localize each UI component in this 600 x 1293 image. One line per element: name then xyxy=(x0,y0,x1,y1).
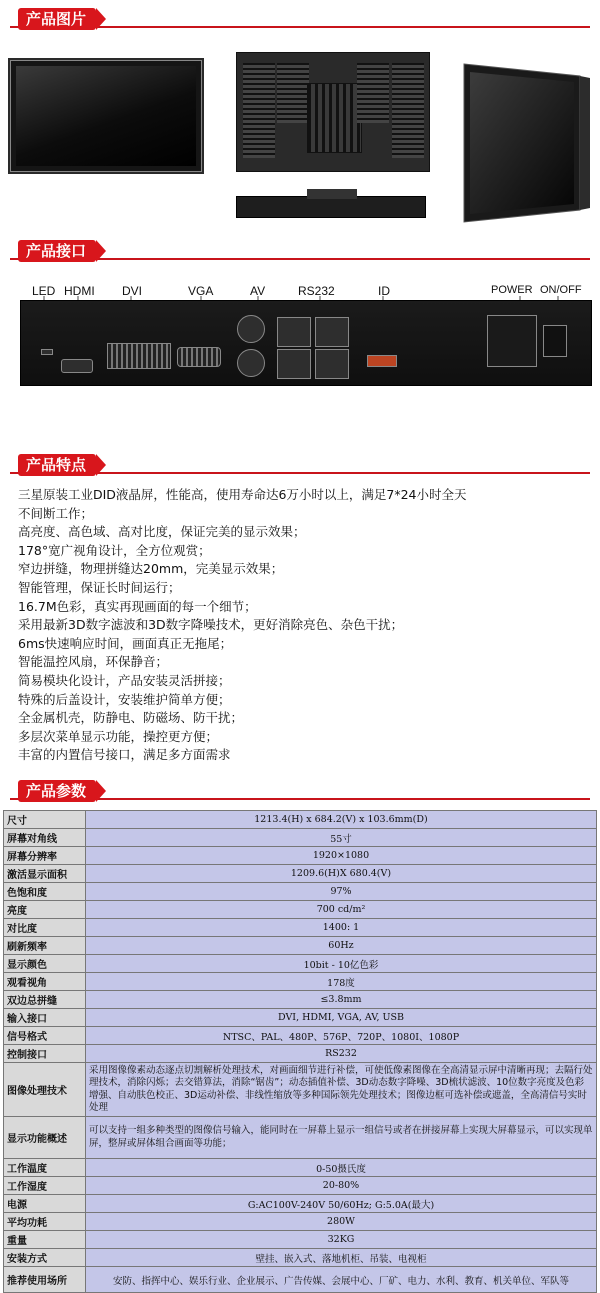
section-title: 产品参数 xyxy=(18,780,96,802)
spec-table xyxy=(3,810,597,1293)
spec-label: 尺寸 xyxy=(4,811,86,829)
feature-item: 特殊的后盖设计，安装维护简单方便； xyxy=(18,691,231,707)
product-front-image xyxy=(8,58,204,174)
spec-label: 色饱和度 xyxy=(4,883,86,901)
spec-label: 屏幕分辨率 xyxy=(4,847,86,865)
rs232-port-1 xyxy=(277,317,311,347)
section-title: 产品接口 xyxy=(18,240,96,262)
label-hdmi: HDMI xyxy=(64,284,95,298)
label-led: LED xyxy=(32,284,56,298)
spec-value: NTSC、PAL、480P、576P、720P、1080I、1080P xyxy=(86,1027,597,1045)
label-vga: VGA xyxy=(188,284,214,298)
feature-item: 丰富的内置信号接口，满足多方面需求 xyxy=(18,747,231,763)
spec-row xyxy=(4,1231,597,1249)
spec-row xyxy=(4,1213,597,1231)
product-bottom-image xyxy=(236,196,426,218)
section-header-params xyxy=(10,778,590,806)
spec-value: RS232 xyxy=(86,1045,597,1063)
feature-item: 采用最新3D数字滤波和3D数字降噪技术，更好消除亮色、杂色干扰； xyxy=(18,617,404,633)
spec-label: 信号格式 xyxy=(4,1027,86,1045)
feature-item: 多层次菜单显示功能，操控更方便； xyxy=(18,728,219,744)
spec-value: 1209.6(H)X 680.4(V) xyxy=(86,865,597,883)
spec-row xyxy=(4,991,597,1009)
spec-label: 激活显示面积 xyxy=(4,865,86,883)
spec-label: 刷新频率 xyxy=(4,937,86,955)
spec-row xyxy=(4,1009,597,1027)
section-header-images xyxy=(10,6,590,34)
label-power: POWER xyxy=(491,284,533,296)
feature-item: 高亮度、高色域、高对比度，保证完美的显示效果； xyxy=(18,524,306,540)
spec-value: 280W xyxy=(86,1213,597,1231)
label-rs232: RS232 xyxy=(298,284,335,298)
spec-label: 观看视角 xyxy=(4,973,86,991)
spec-row xyxy=(4,1177,597,1195)
av-port-1 xyxy=(237,315,265,343)
spec-row xyxy=(4,847,597,865)
spec-label: 双边总拼缝 xyxy=(4,991,86,1009)
spec-value: 1213.4(H) x 684.2(V) x 103.6mm(D) xyxy=(86,811,597,829)
feature-item: 智能温控风扇，环保静音； xyxy=(18,654,169,670)
spec-value: ≤3.8mm xyxy=(86,991,597,1009)
spec-row xyxy=(4,937,597,955)
spec-label: 对比度 xyxy=(4,919,86,937)
spec-label: 重量 xyxy=(4,1231,86,1249)
spec-value: 20-80% xyxy=(86,1177,597,1195)
power-switch xyxy=(543,325,567,357)
spec-row xyxy=(4,919,597,937)
spec-value: 700 cd/m² xyxy=(86,901,597,919)
spec-value: 0-50摄氏度 xyxy=(86,1159,597,1177)
spec-row xyxy=(4,1249,597,1267)
power-socket xyxy=(487,315,537,367)
spec-label: 工作温度 xyxy=(4,1159,86,1177)
spec-row xyxy=(4,1045,597,1063)
product-back-image xyxy=(236,52,430,172)
section-title: 产品图片 xyxy=(18,8,96,30)
spec-value: G:AC100V-240V 50/60Hz; G:5.0A(最大) xyxy=(86,1195,597,1213)
section-header-features xyxy=(10,452,590,480)
spec-row xyxy=(4,1027,597,1045)
spec-label: 屏幕对角线 xyxy=(4,829,86,847)
feature-list xyxy=(18,486,578,765)
feature-item: 16.7M色彩，真实再现画面的每一个细节； xyxy=(18,598,257,614)
spec-label: 显示颜色 xyxy=(4,955,86,973)
spec-value: 可以支持一组多种类型的图像信号输入，能同时在一屏幕上显示一组信号或者在拼接屏幕上实现大屏幕显示，可以实现单屏，整屏或屏体组合画面等功能； xyxy=(86,1117,597,1159)
spec-label: 安装方式 xyxy=(4,1249,86,1267)
feature-item: 178°宽广视角设计，全方位观赏； xyxy=(18,542,211,558)
spec-value: 32KG xyxy=(86,1231,597,1249)
spec-value: DVI, HDMI, VGA, AV, USB xyxy=(86,1009,597,1027)
spec-row xyxy=(4,901,597,919)
section-title: 产品特点 xyxy=(18,454,96,476)
spec-label: 图像处理技术 xyxy=(4,1063,86,1117)
dvi-port xyxy=(107,343,171,369)
feature-item: 不间断工作； xyxy=(18,505,94,521)
spec-row xyxy=(4,1063,597,1117)
feature-item: 三星原装工业DID液晶屏，性能高，使用寿命达6万小时以上，满足7*24小时全天 xyxy=(18,487,467,502)
spec-row xyxy=(4,1117,597,1159)
spec-value: 1920×1080 xyxy=(86,847,597,865)
spec-label: 输入接口 xyxy=(4,1009,86,1027)
section-header-interface xyxy=(10,238,590,266)
label-id: ID xyxy=(378,284,390,298)
product-side-image xyxy=(462,60,592,230)
spec-value: 壁挂、嵌入式、落地机柜、吊装、电视柜 xyxy=(86,1249,597,1267)
rs232-port-4 xyxy=(315,349,349,379)
id-dip-switch xyxy=(367,355,397,367)
spec-label: 亮度 xyxy=(4,901,86,919)
spec-row xyxy=(4,829,597,847)
spec-value: 55寸 xyxy=(86,829,597,847)
spec-label: 平均功耗 xyxy=(4,1213,86,1231)
feature-item: 智能管理，保证长时间运行； xyxy=(18,579,181,595)
spec-row xyxy=(4,1159,597,1177)
spec-label: 推荐使用场所 xyxy=(4,1267,86,1293)
spec-row xyxy=(4,973,597,991)
rear-interface-panel xyxy=(20,300,592,386)
rs232-port-3 xyxy=(277,349,311,379)
label-av: AV xyxy=(250,284,266,298)
spec-value: 10bit - 10亿色彩 xyxy=(86,955,597,973)
spec-value: 采用图像像素动态逐点切割解析处理技术，对画面细节进行补偿，可使低像素图像在全高清显示屏中清晰再现；去隔行处理技术，消除闪烁；去交错算法，消除“锯齿”；动态插值补偿、3D动态数字降噪、3D梳状滤波、10位数字亮度及色彩增强、自动肤色校正、3D运动补偿、非线性缩放等多种国际领先处理技术；图像边框可选补偿或遮盖，全高清信号实时处理 xyxy=(86,1063,597,1117)
av-port-2 xyxy=(237,349,265,377)
spec-value: 60Hz xyxy=(86,937,597,955)
spec-row xyxy=(4,811,597,829)
spec-value: 97% xyxy=(86,883,597,901)
spec-label: 显示功能概述 xyxy=(4,1117,86,1159)
spec-row xyxy=(4,955,597,973)
rs232-port-2 xyxy=(315,317,349,347)
feature-item: 窄边拼缝，物理拼缝达20mm，完美显示效果； xyxy=(18,561,284,577)
hdmi-port xyxy=(61,359,93,373)
label-onoff: ON/OFF xyxy=(540,284,582,296)
led-port xyxy=(41,349,53,355)
spec-value: 安防、指挥中心、娱乐行业、企业展示、广告传媒、会展中心、厂矿、电力、水利、教育、机关单位、军队等 xyxy=(86,1267,597,1293)
spec-row xyxy=(4,883,597,901)
spec-row xyxy=(4,865,597,883)
spec-row xyxy=(4,1267,597,1293)
spec-row xyxy=(4,1195,597,1213)
spec-label: 工作湿度 xyxy=(4,1177,86,1195)
label-dvi: DVI xyxy=(122,284,143,298)
spec-label: 控制接口 xyxy=(4,1045,86,1063)
spec-label: 电源 xyxy=(4,1195,86,1213)
feature-item: 6ms快速响应时间，画面真正无拖尾； xyxy=(18,635,233,651)
feature-item: 全金属机壳，防静电、防磁场、防干扰； xyxy=(18,710,244,726)
feature-item: 简易模块化设计，产品安装灵活拼接； xyxy=(18,672,231,688)
vga-port xyxy=(177,347,221,367)
spec-value: 178度 xyxy=(86,973,597,991)
spec-value: 1400: 1 xyxy=(86,919,597,937)
